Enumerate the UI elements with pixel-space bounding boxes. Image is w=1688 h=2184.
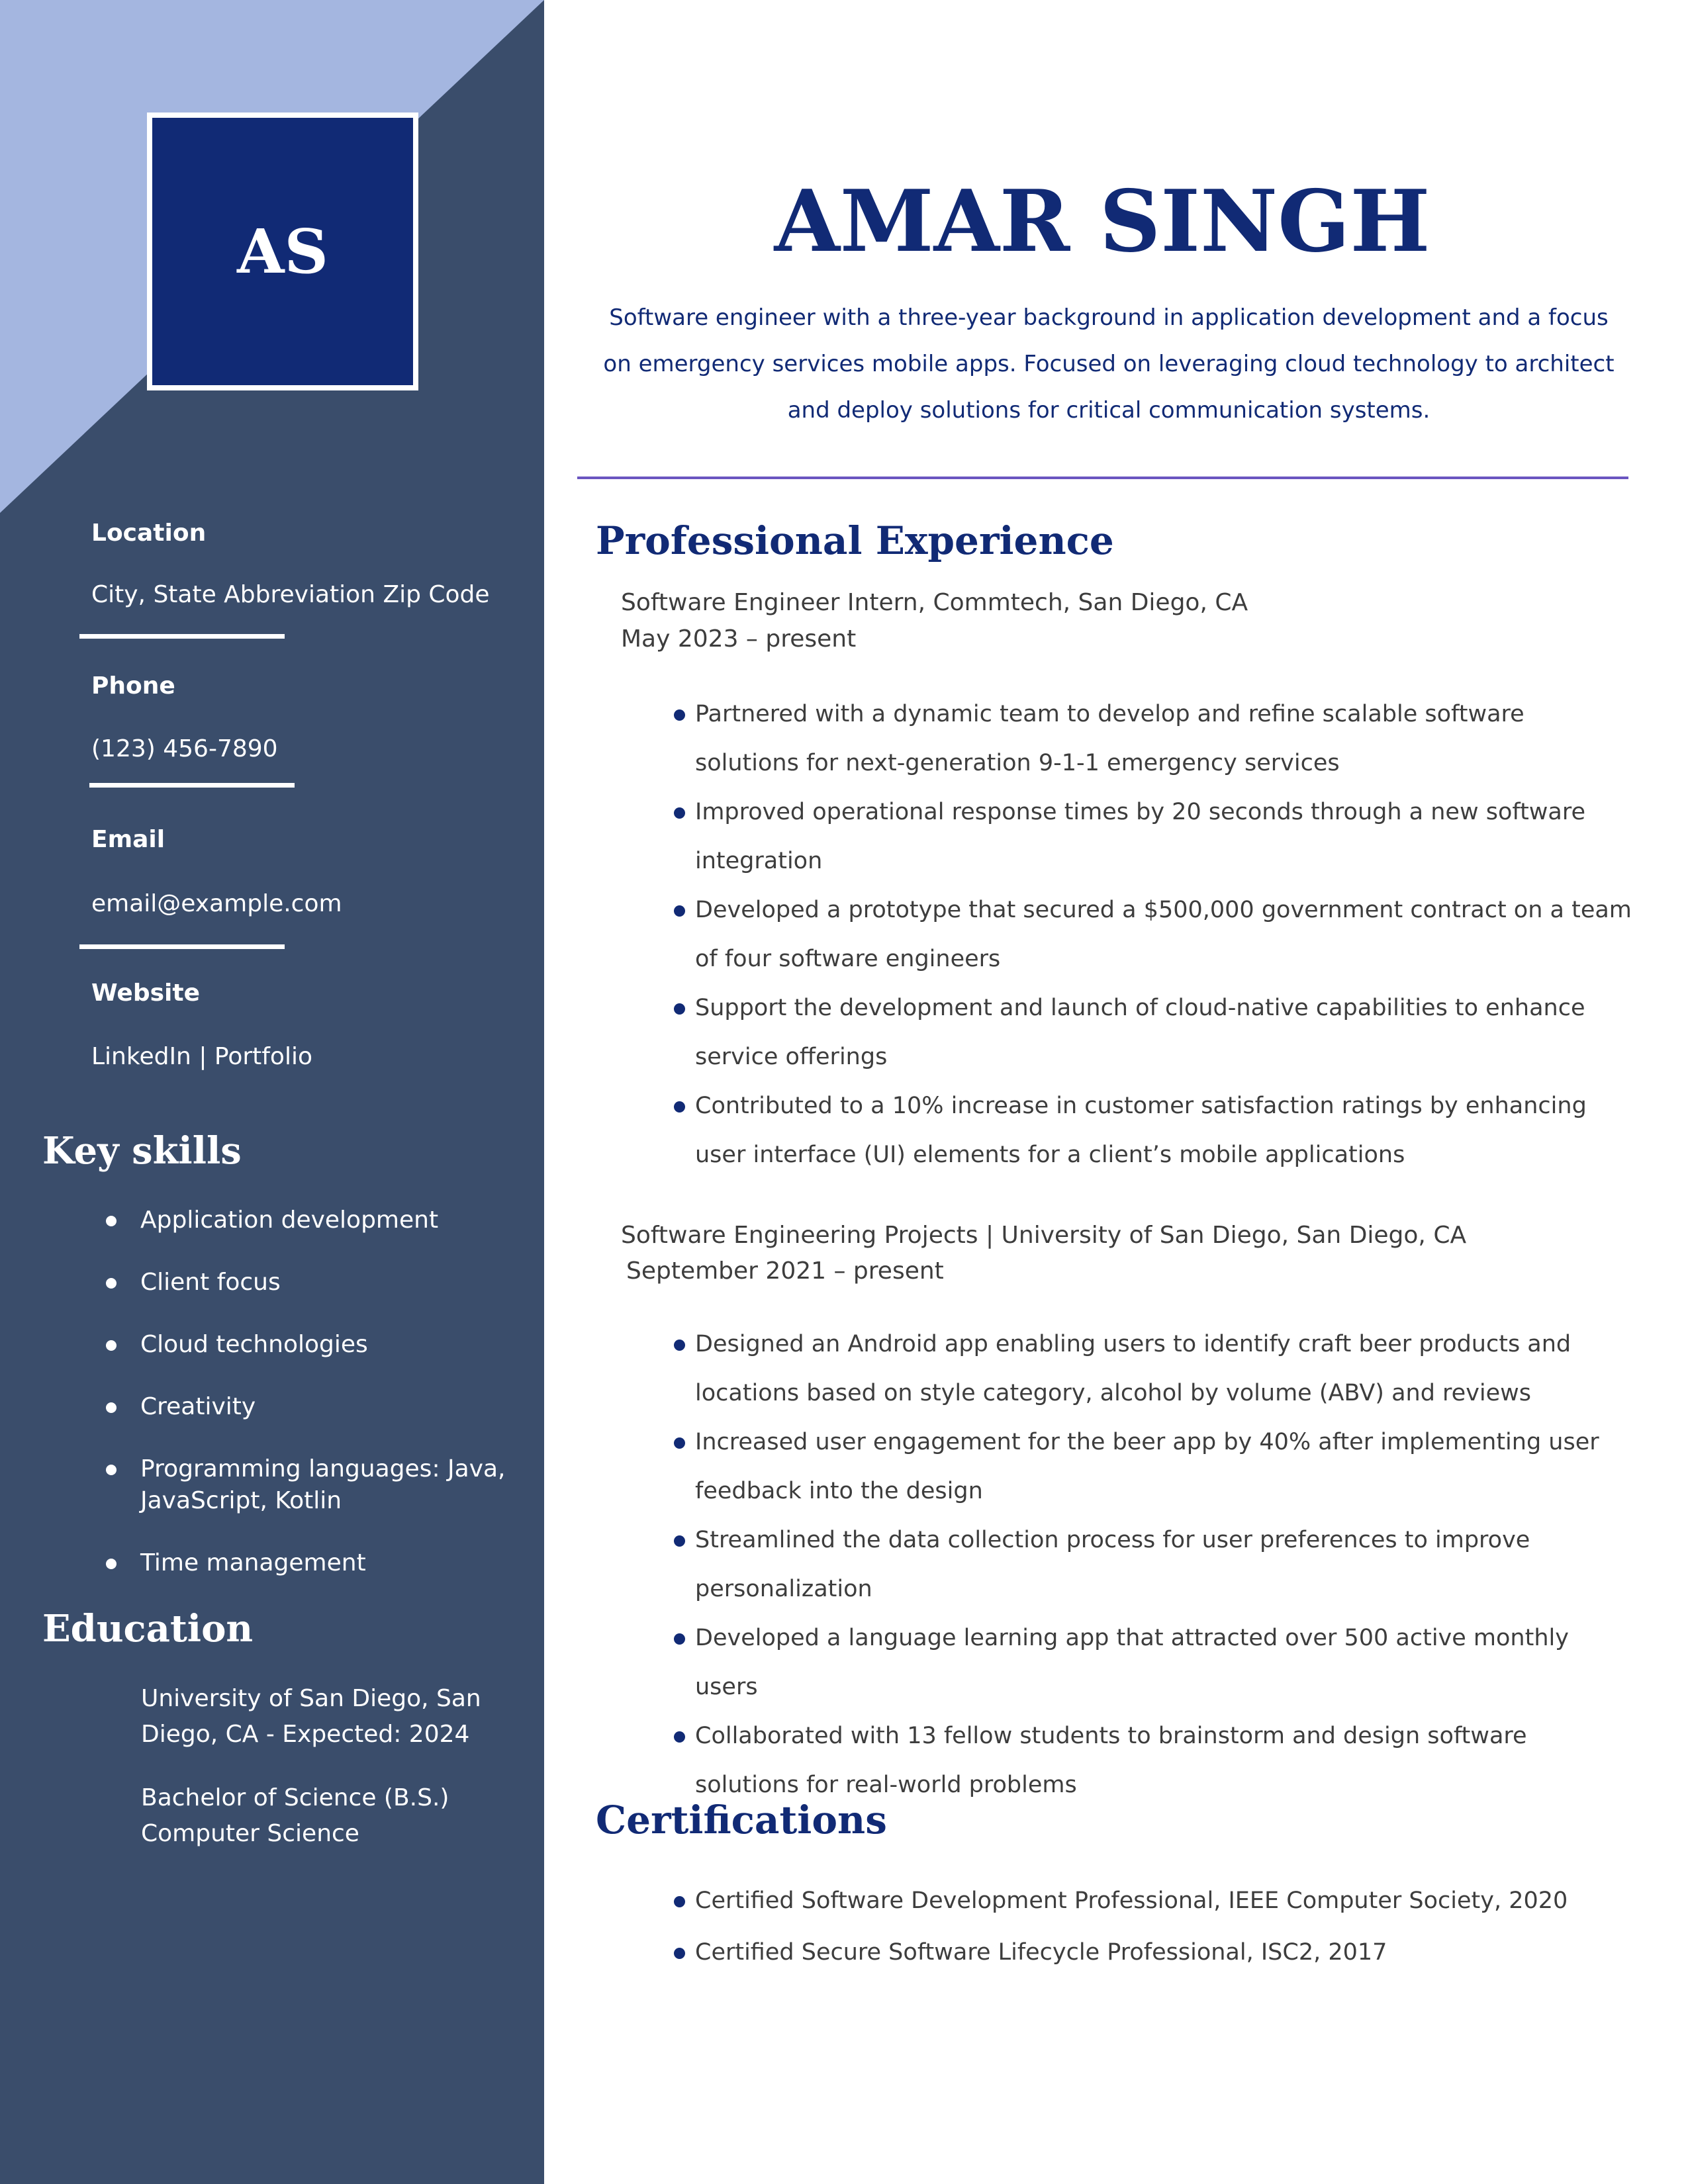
summary: Software engineer with a three-year background in application development and a focus on emergency services mobile apps. Focused on leveraging cloud technology to architect and deploy solutions for critical communication systems.	[603, 304, 1615, 424]
contact-divider	[79, 944, 285, 949]
list-item: Streamlined the data collection process for user preferences to improve personalization	[675, 1516, 1635, 1614]
email-label: Email	[91, 826, 165, 853]
email-value: email@example.com	[91, 890, 342, 917]
job-dates: September 2021 – present	[626, 1257, 944, 1285]
skills-list	[106, 1205, 510, 1610]
job-dates: May 2023 – present	[621, 625, 857, 653]
job-bullets	[675, 1320, 1635, 1809]
key-skills-heading: Key skills	[42, 1129, 242, 1173]
job-title: Software Engineering Projects | University of San Diego, San Diego, CA	[621, 1222, 1467, 1249]
list-item: Partnered with a dynamic team to develop and refine scalable software solutions for next-generation 9-1-1 emergency services	[675, 690, 1635, 788]
website-value: LinkedIn | Portfolio	[91, 1043, 312, 1070]
education-degree: Bachelor of Science (B.S.) Computer Science	[141, 1784, 449, 1847]
experience-heading: Professional Experience	[596, 518, 1114, 563]
contact-divider	[89, 783, 295, 788]
certifications-list	[675, 1876, 1635, 1977]
job-bullets	[675, 690, 1635, 1179]
page-title: AMAR SINGH	[774, 172, 1430, 271]
header-divider	[577, 477, 1628, 479]
list-item: Developed a prototype that secured a $500,000 government contract on a team of four software engineers	[675, 886, 1635, 983]
list-item: Client focus	[106, 1267, 510, 1298]
location-label: Location	[91, 520, 207, 547]
website-label: Website	[91, 979, 201, 1007]
list-item: Designed an Android app enabling users to identify craft beer products and locations based on style category, alcohol by volume (ABV) and reviews	[675, 1320, 1635, 1418]
education-school: University of San Diego, San Diego, CA - Expected: 2024	[141, 1685, 481, 1748]
list-item: Creativity	[106, 1391, 510, 1423]
certifications-heading: Certifications	[596, 1797, 887, 1843]
education-heading: Education	[42, 1607, 254, 1651]
monogram: AS	[147, 113, 418, 390]
list-item: Certified Software Development Professional, IEEE Computer Society, 2020	[675, 1876, 1635, 1925]
list-item: Cloud technologies	[106, 1329, 510, 1361]
list-item: Developed a language learning app that attracted over 500 active monthly users	[675, 1614, 1635, 1711]
location-value: City, State Abbreviation Zip Code	[91, 581, 490, 608]
list-item: Contributed to a 10% increase in customer satisfaction ratings by enhancing user interface (UI) elements for a client’s mobile applications	[675, 1081, 1635, 1179]
phone-label: Phone	[91, 672, 175, 700]
list-item: Improved operational response times by 20 seconds through a new software integration	[675, 788, 1635, 886]
list-item: Programming languages: Java, JavaScript, Kotlin	[106, 1453, 510, 1517]
list-item: Application development	[106, 1205, 510, 1236]
list-item: Increased user engagement for the beer app by 40% after implementing user feedback into the design	[675, 1418, 1635, 1516]
job-title: Software Engineer Intern, Commtech, San Diego, CA	[621, 589, 1248, 616]
contact-divider	[79, 634, 285, 639]
phone-value: (123) 456-7890	[91, 735, 278, 762]
list-item: Collaborated with 13 fellow students to brainstorm and design software solutions for real-world problems	[675, 1711, 1635, 1809]
list-item: Time management	[106, 1547, 510, 1579]
list-item: Certified Secure Software Lifecycle Professional, ISC2, 2017	[675, 1928, 1635, 1977]
list-item: Support the development and launch of cloud-native capabilities to enhance service offerings	[675, 983, 1635, 1081]
